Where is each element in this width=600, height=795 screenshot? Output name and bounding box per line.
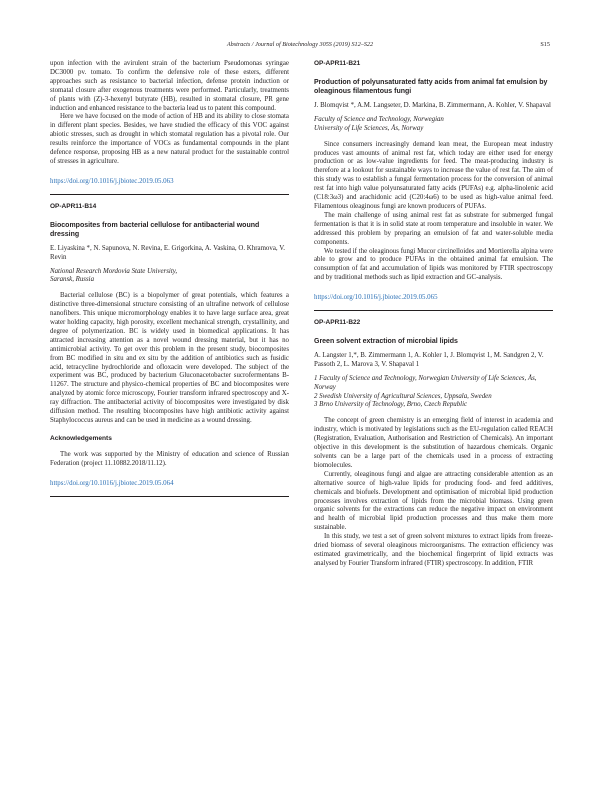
acknowledgements-text: The work was supported by the Ministry of education and science of Russian Federation (project 11.10882.2018/11.12).	[50, 450, 289, 467]
abstract-body: The main challenge of using animal rest fat as substrate for submerged fungal fermentation is that it is in solid state at room temperature and insoluble in water. We addressed this problem by preparing an emulsion of fat and water-soluble media components.	[314, 211, 553, 246]
abstract-body: Currently, oleaginous fungi and algae are attracting considerable attention as an alternative source of high-value lipids for producing food- and feed additives, chemicals and biofuels. Development and optimisation of microbial lipid production processes involves extraction of lipids from the microbial biomass. Using green organic solvents for the extractions can reduce the negative impact on environment and health of microbial lipid production processes and thus make them more sustainable.	[314, 470, 553, 532]
running-head	[50, 41, 550, 53]
section-divider	[50, 496, 289, 497]
abstract-body: Since consumers increasingly demand lean meat, the European meat industry produces vast amounts of animal rest fat, which today are either used for energy production or as low-value ingredients for feed. The meat-producing industry is therefore at a lookout for sustainable ways to increase the value of rest fat. The aim of this study was to establish a fungal fermentation process for the conversion of animal rest fat into high value polyunsaturated fatty acids (PUFAs) e.g. alpha-linolenic acid (C18:3ω3) and arachidonic acid (C20:4ω6) to be used as high-value animal feed. Filamentous oleaginous fungi are known producers of PUFAs.	[314, 140, 553, 210]
abstract-body: In this study, we test a set of green solvent mixtures to extract lipids from freeze-dried biomass of several oleaginous microorganisms. The extraction efficiency was estimated gravimetrically, and the biochemical fingerprint of lipid extracts was analysed by Fourier Transform infrared (FTIR) spectroscopy. In addition, FTIR	[314, 533, 553, 567]
abstract-body: Bacterial cellulose (BC) is a biopolymer of great potentials, which features a distinctive three-dimensional structure consisting of an ultrafine network of cellulose nanofibers. This unique micromorphology enables it to have large surface area, great water holding capacity, high porosity, excellent mechanical strength, crystallinity, and degree of polymerization. BC is widely used in biomedical applications. It has attracted increasing attention as a novel wound dressing material, but it has no antimicrobial activity. To get over this problem in the present study, biocomposites from BC modified in situ and ex situ by the addition of antibiotics such as fusidic acid, tetracycline hydrochloride and ofloxacin were developed. The subject of the experiment was BC, produced by bacterium Gluconacetobacter sucrofermentans B-11267. The structure and physico-chemical properties of BC and biocomposites were analyzed by atomic force microscopy, Fourier transform infrared spectroscopy and X-ray diffraction. The antibacterial activity of biocomposites were investigated by disk diffusion method. The resulting biocomposites have high antibiotic activity against Staphylococcus aureus and can be used in medicine as a wound dressing.	[50, 292, 289, 424]
author-list: A. Langster 1,*, B. Zimmermann 1, A. Kohler 1, J. Blomqvist 1, M. Sandgren 2, V. Passoth 2, L. Marova 3, V. Shapaval 1	[314, 351, 544, 368]
doi-link[interactable]: https://doi.org/10.1016/j.jbiotec.2019.05.065	[314, 294, 438, 302]
affiliation-line: Faculty of Science and Technology, Norwegian	[314, 115, 444, 123]
affiliation-line: 2 Swedish University of Agricultural Sciences, Uppsala, Sweden	[314, 392, 492, 400]
affiliation-line: National Research Mordovia State University,	[50, 267, 178, 275]
doi-link[interactable]: https://doi.org/10.1016/j.jbiotec.2019.05.064	[50, 479, 174, 487]
affiliation-line: University of Life Sciences, Ås, Norway	[314, 124, 424, 132]
section-divider	[50, 194, 289, 195]
author-list: E. Liyaskina *, N. Sapunova, N. Revina, E. Grigorkina, A. Vaskina, O. Khramova, V. Revin	[50, 244, 286, 261]
affiliation-line: 3 Brno University of Technology, Brno, Czech Republic	[314, 401, 468, 409]
abstract-body: The concept of green chemistry is an emerging field of interest in academia and industry, which is motivated by legislations such as the EU-regulation called REACH (Registration, Evaluation, Authorisation and Restriction of Chemicals). An important objective in this development is the substitution of hazardous chemicals. Organic solvents can be a large part of the chemicals used in a process of extracting biomolecules.	[314, 417, 553, 469]
continuation-paragraph: upon infection with the avirulent strain of the bacterium Pseudomonas syringae DC3000 pv. tomato. To confirm the defensive role of these esters, different approaches such as resistance to bacterial infection, defense protein induction or stomatal closure after exogenous treatments were performed. Particularly, treatments of plants with (Z)-3-hexenyl butyrate (HB), resulted in stomatal closure, PR gene induction and enhanced resistance to the bacteria lead us to patent this compound.	[50, 60, 289, 112]
affiliation-line: 1 Faculty of Science and Technology, Norwegian University of Life Sciences, Ås, Norway	[314, 374, 537, 391]
abstract-body: We tested if the oleaginous fungi Mucor circinelloides and Mortierella alpina were able to grow and to produce PUFAs in the obtained animal fat emulsion. The consumption of fat and accumulation of lipids was monitored by FTIR spectroscopy and by traditional methods such as lipid extraction and GC-analysis.	[314, 247, 553, 282]
abstract-title: Production of polyunsaturated fatty acids from animal fat emulsion by oleaginous filamentous fungi	[314, 78, 548, 95]
affiliation-list	[314, 375, 553, 411]
journal-citation: Abstracts / Journal of Biotechnology 305S (2019) S12–S22	[226, 41, 374, 48]
author-list: J. Blomqvist *, A.M. Langseter, D. Markina, B. Zimmermann, A. Kohler, V. Shapaval	[314, 101, 551, 109]
affiliation	[314, 116, 553, 134]
abstract-id: OP-APR11-B14	[50, 202, 97, 210]
page-number: S15	[540, 41, 550, 48]
abstract-title: Biocomposites from bacterial cellulose for antibacterial wound dressing	[50, 221, 260, 238]
left-column	[50, 60, 289, 497]
acknowledgements-heading: Acknowledgements	[50, 434, 112, 442]
abstract-id: OP-APR11-B21	[314, 60, 361, 67]
section-divider	[314, 310, 553, 311]
doi-link[interactable]: https://doi.org/10.1016/j.jbiotec.2019.05.063	[50, 177, 174, 185]
abstract-title: Green solvent extraction of microbial lipids	[314, 337, 458, 345]
abstract-id: OP-APR11-B22	[314, 319, 361, 327]
affiliation	[50, 268, 289, 286]
right-column	[314, 60, 553, 569]
affiliation-line: Saransk, Russia	[50, 276, 95, 284]
continuation-paragraph: Here we have focused on the mode of action of HB and its ability to close stomata in different plant species. Besides, we have studied the efficacy of this VOC against abiotic stresses, such as drought in which stomatal regulation has a pivotal role. Our results reinforce the importance of VOCs as fundamental compounds in the plant defence response, proposing HB as a new natural product for the sustainable control of stresses in agriculture.	[50, 113, 289, 165]
